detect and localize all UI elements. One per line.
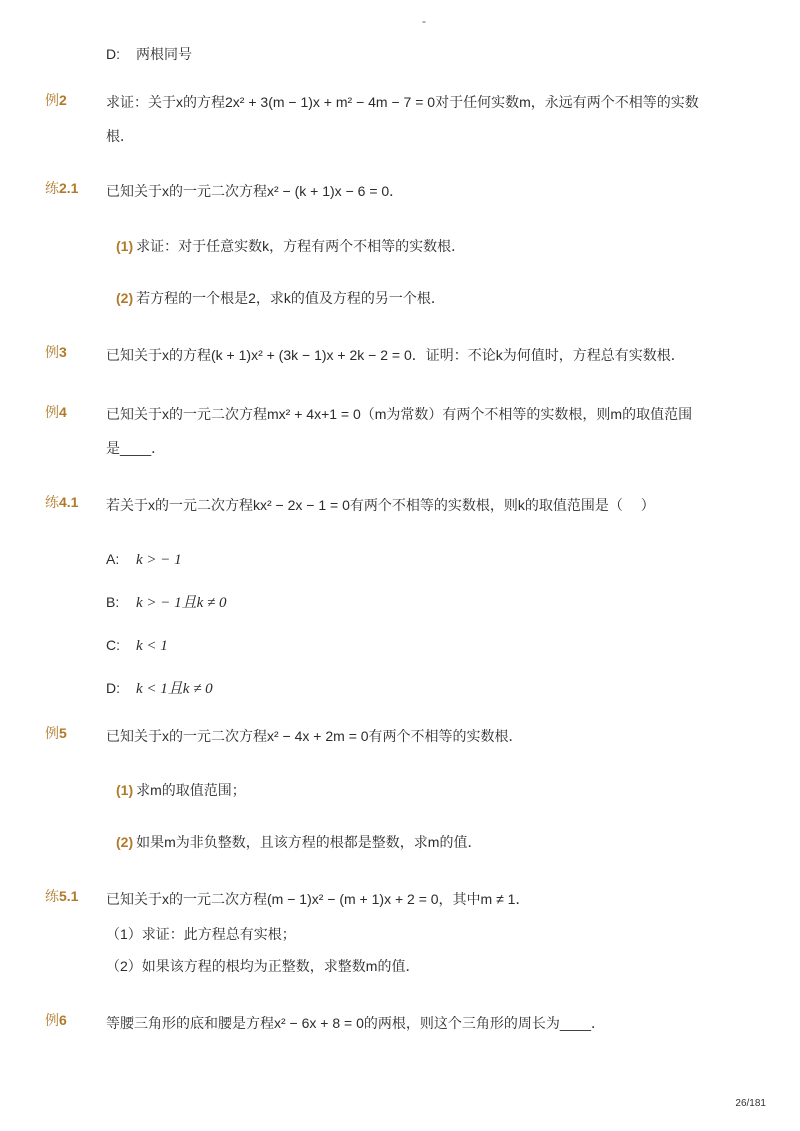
- option-d[interactable]: D: k < 1且k ≠ 0: [106, 680, 213, 697]
- example-5-stem: 已知关于x的一元二次方程x² − 4x + 2m = 0有两个不相等的实数根．: [106, 728, 523, 744]
- practice-2-1-q2: (2) 若方程的一个根是2，求k的值及方程的另一个根．: [116, 290, 445, 306]
- option-b[interactable]: B: k > − 1且k ≠ 0: [106, 594, 227, 611]
- option-a[interactable]: A: k > − 1: [106, 551, 182, 568]
- practice-tag-5-1: 练5.1: [45, 888, 79, 904]
- practice-5-1-q1: （1）求证：此方程总有实根；: [106, 926, 296, 942]
- example-5-q2: (2) 如果m为非负整数，且该方程的根都是整数，求m的值．: [116, 834, 482, 850]
- example-6-line1: 等腰三角形的底和腰是方程x² − 6x + 8 = 0的两根，则这个三角形的周长为____．: [106, 1015, 606, 1031]
- example-4-line2: 是____．: [106, 440, 166, 456]
- example-tag-2: 例2: [45, 92, 67, 108]
- practice-5-1-q2: （2）如果该方程的根均为正整数，求整数m的值．: [106, 958, 420, 974]
- practice-tag-2-1: 练2.1: [45, 180, 79, 196]
- practice-5-1-stem: 已知关于x的一元二次方程(m − 1)x² − (m + 1)x + 2 = 0，其中m ≠ 1．: [106, 891, 530, 907]
- example-tag-4: 例4: [45, 404, 67, 420]
- option-d-prev: D: 两根同号: [106, 46, 192, 62]
- header-mark: -: [422, 14, 426, 28]
- example-2-line2: 根．: [106, 128, 134, 144]
- example-5-q1: (1) 求m的取值范围；: [116, 782, 246, 798]
- example-tag-6: 例6: [45, 1012, 67, 1028]
- example-4-line1: 已知关于x的一元二次方程mx² + 4x+1 = 0（m为常数）有两个不相等的实数根，则m的取值范围: [106, 406, 693, 422]
- example-3-line1: 已知关于x的方程(k + 1)x² + (3k − 1)x + 2k − 2 = 0．证明：不论k为何值时，方程总有实数根．: [106, 347, 685, 363]
- practice-4-1-stem: 若关于x的一元二次方程kx² − 2x − 1 = 0有两个不相等的实数根，则k的取值范围是（ ）: [106, 497, 655, 513]
- practice-tag-4-1: 练4.1: [45, 494, 79, 510]
- practice-2-1-stem: 已知关于x的一元二次方程x² − (k + 1)x − 6 = 0．: [106, 183, 404, 199]
- option-c[interactable]: C: k < 1: [106, 637, 168, 654]
- example-tag-5: 例5: [45, 725, 67, 741]
- practice-2-1-q1: (1) 求证：对于任意实数k，方程有两个不相等的实数根．: [116, 238, 466, 254]
- page-number: 26/181: [735, 1098, 766, 1109]
- example-2-line1: 求证：关于x的方程2x² + 3(m − 1)x + m² − 4m − 7 = 0对于任何实数m，永远有两个不相等的实数: [106, 94, 699, 110]
- example-tag-3: 例3: [45, 344, 67, 360]
